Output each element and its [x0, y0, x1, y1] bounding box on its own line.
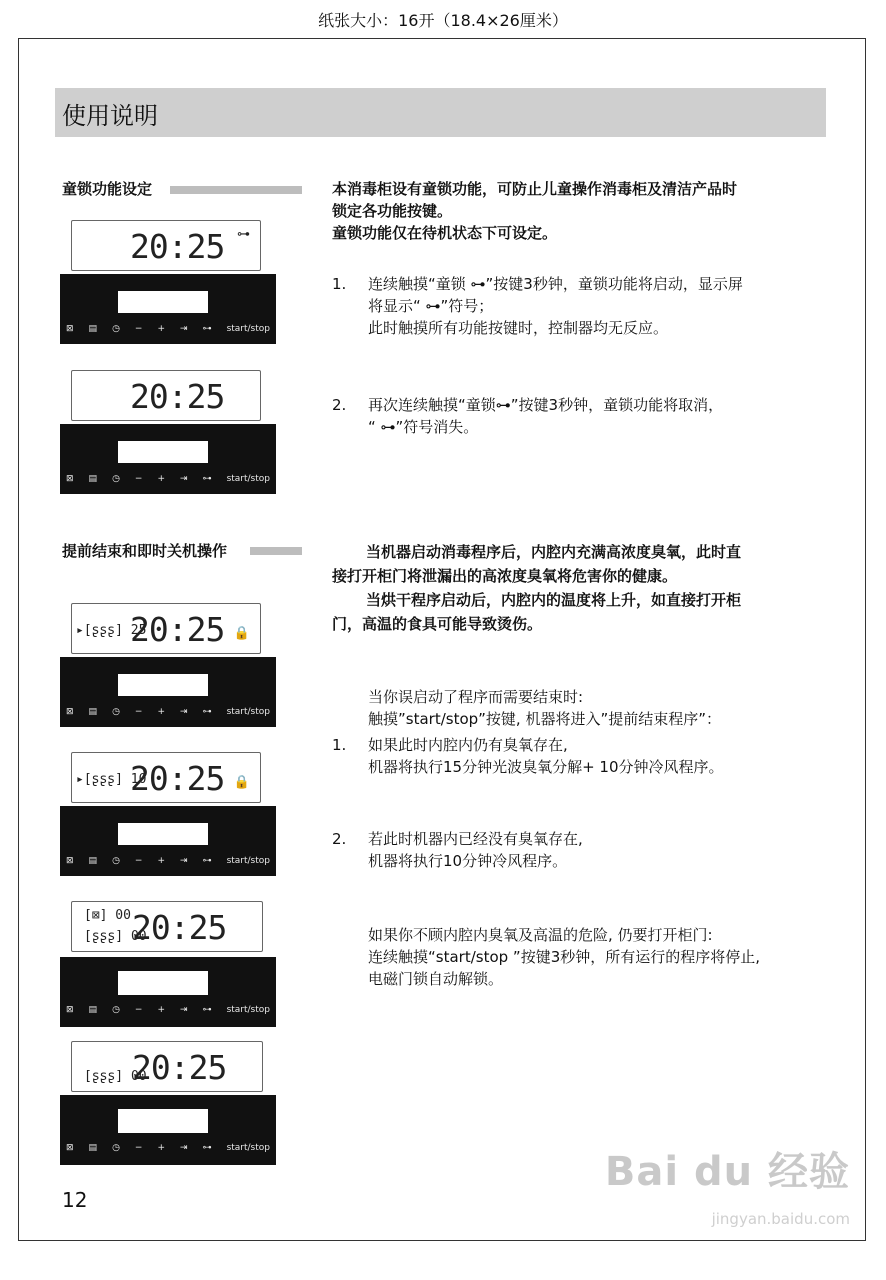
clock-icon[interactable]: ◷: [112, 1143, 120, 1153]
section-label-early-stop: 提前结束和即时关机操作: [62, 542, 228, 560]
step-line: “ ⊶”符号消失。: [368, 418, 479, 436]
intro-line: 门，高温的食具可能导致烫伤。: [332, 615, 543, 633]
control-panel: [60, 806, 276, 876]
start-stop-button[interactable]: start/stop: [226, 324, 270, 334]
intro-line: 当烘干程序启动后，内腔内的温度将上升，如直接打开柜: [366, 591, 742, 609]
tail-line: 如果你不顾内腔内臭氧及高温的危险, 仍要打开柜门:: [368, 926, 713, 944]
program-icon[interactable]: ⊠: [66, 1143, 74, 1153]
lock-key-icon: ⊶: [237, 227, 250, 242]
disinfect-timer: [⊠] 00: [84, 908, 131, 923]
clock-icon[interactable]: ◷: [112, 324, 120, 334]
minus-button[interactable]: −: [134, 707, 143, 717]
control-panel: [60, 957, 276, 1027]
lcd-display: [71, 370, 261, 421]
plus-button[interactable]: +: [157, 1005, 166, 1015]
minus-button[interactable]: −: [134, 1143, 143, 1153]
section-rule: [250, 547, 302, 555]
step-line: 再次连续触摸“童锁⊶”按键3秒钟，童锁功能将取消，: [368, 396, 724, 414]
next-icon[interactable]: ⇥: [180, 707, 188, 717]
start-stop-button[interactable]: start/stop: [226, 707, 270, 717]
step-line: 连续触摸“童锁 ⊶”按键3秒钟，童锁功能将启动，显示屏: [368, 275, 743, 293]
lock-icon: 🔒: [233, 626, 250, 641]
program-icon[interactable]: ⊠: [66, 1005, 74, 1015]
step-line: 如果此时内腔内仍有臭氧存在,: [368, 736, 568, 754]
control-keys: [66, 1143, 270, 1153]
plus-button[interactable]: +: [157, 474, 166, 484]
page-number: 12: [62, 1188, 88, 1212]
plus-button[interactable]: +: [157, 1143, 166, 1153]
dry-icon[interactable]: ▤: [88, 1143, 98, 1153]
control-panel-window: [118, 971, 208, 995]
clock-icon[interactable]: ◷: [112, 707, 120, 717]
control-keys: [66, 474, 270, 484]
intro-line: 当机器启动消毒程序后，内腔内充满高浓度臭氧，此时直: [366, 543, 742, 561]
intro-line: 锁定各功能按键。: [332, 202, 453, 220]
program-icon[interactable]: ⊠: [66, 324, 74, 334]
lead-line: 触摸”start/stop”按键, 机器将进入”提前结束程序”：: [368, 710, 722, 728]
section-rule: [170, 186, 302, 194]
plus-button[interactable]: +: [157, 324, 166, 334]
start-stop-button[interactable]: start/stop: [226, 474, 270, 484]
control-keys: [66, 1005, 270, 1015]
section-label-child-lock: 童锁功能设定: [62, 180, 153, 198]
lcd-time: 20:25: [130, 610, 225, 649]
next-icon[interactable]: ⇥: [180, 1143, 188, 1153]
control-keys: [66, 707, 270, 717]
minus-button[interactable]: −: [134, 1005, 143, 1015]
dry-timer: [ʂʂʂ] 00: [84, 929, 147, 944]
step-number: 1.: [332, 275, 347, 293]
control-panel-window: [118, 291, 208, 313]
lcd-display: [71, 603, 261, 654]
step-number: 2.: [332, 830, 347, 848]
step-line: 将显示“ ⊶”符号；: [368, 297, 494, 315]
early-stop-step-1: [332, 734, 833, 778]
clock-icon[interactable]: ◷: [112, 856, 120, 866]
lcd-time: 20:25: [130, 227, 225, 266]
plus-button[interactable]: +: [157, 707, 166, 717]
dry-icon[interactable]: ▤: [88, 474, 98, 484]
program-icon[interactable]: ⊠: [66, 707, 74, 717]
start-stop-button[interactable]: start/stop: [226, 1005, 270, 1015]
child-lock-button[interactable]: ⊶: [202, 707, 212, 717]
dry-icon[interactable]: ▤: [88, 1005, 98, 1015]
lead-line: 当你误启动了程序而需要结束时:: [368, 688, 584, 706]
next-icon[interactable]: ⇥: [180, 856, 188, 866]
child-lock-button[interactable]: ⊶: [202, 324, 212, 334]
lcd-display: [71, 220, 261, 271]
step-line: 机器将执行10分钟冷风程序。: [368, 852, 568, 870]
intro-line: 本消毒柜设有童锁功能，可防止儿童操作消毒柜及清洁产品时: [332, 180, 738, 198]
minus-button[interactable]: −: [134, 474, 143, 484]
step-line: 此时触摸所有功能按键时，控制器均无反应。: [368, 319, 669, 337]
lcd-time: 20:25: [132, 1048, 227, 1087]
program-icon[interactable]: ⊠: [66, 474, 74, 484]
control-panel-window: [118, 823, 208, 845]
section-title-bar: [55, 88, 826, 137]
lcd-time: 20:25: [130, 377, 225, 416]
child-lock-button[interactable]: ⊶: [202, 1143, 212, 1153]
paper-size-caption: 纸张大小：16开（18.4×26厘米）: [318, 11, 568, 30]
lcd-time: 20:25: [130, 759, 225, 798]
clock-icon[interactable]: ◷: [112, 1005, 120, 1015]
next-icon[interactable]: ⇥: [180, 474, 188, 484]
child-lock-step-1: [332, 273, 833, 339]
dry-icon[interactable]: ▤: [88, 324, 98, 334]
tail-line: 连续触摸“start/stop ”按键3秒钟，所有运行的程序将停止,: [368, 948, 761, 966]
start-stop-button[interactable]: start/stop: [226, 1143, 270, 1153]
next-icon[interactable]: ⇥: [180, 1005, 188, 1015]
intro-line: 接打开柜门将泄漏出的高浓度臭氧将危害你的健康。: [332, 567, 678, 585]
control-panel: [60, 424, 276, 494]
next-icon[interactable]: ⇥: [180, 324, 188, 334]
lcd-display: [71, 1041, 263, 1092]
early-stop-tail: [368, 924, 833, 990]
minus-button[interactable]: −: [134, 324, 143, 334]
dry-timer: [ʂʂʂ] 00: [84, 1069, 147, 1084]
tail-line: 电磁门锁自动解锁。: [368, 970, 504, 988]
child-lock-button[interactable]: ⊶: [202, 1005, 212, 1015]
lcd-display: [71, 752, 261, 803]
baidu-watermark-url: jingyan.baidu.com: [711, 1210, 850, 1228]
baidu-watermark: Bai du 经验: [604, 1149, 850, 1195]
control-keys: [66, 856, 270, 866]
plus-button[interactable]: +: [157, 856, 166, 866]
control-panel: [60, 657, 276, 727]
section-title: 使用说明: [62, 102, 158, 130]
lcd-display: [71, 901, 263, 952]
dry-icon[interactable]: ▤: [88, 856, 98, 866]
minus-button[interactable]: −: [134, 856, 143, 866]
start-stop-button[interactable]: start/stop: [226, 856, 270, 866]
lcd-time: 20:25: [132, 908, 227, 947]
child-lock-intro: [332, 178, 832, 244]
intro-line: 童锁功能仅在待机状态下可设定。: [332, 224, 558, 242]
step-number: 1.: [332, 736, 347, 754]
early-stop-lead: [368, 686, 833, 730]
dry-program-indicator: ▸[ʂʂʂ] 10: [76, 772, 147, 787]
lock-icon: 🔒: [233, 775, 250, 790]
dry-icon[interactable]: ▤: [88, 707, 98, 717]
control-panel: [60, 274, 276, 344]
control-panel-window: [118, 1109, 208, 1133]
child-lock-button[interactable]: ⊶: [202, 474, 212, 484]
control-panel: [60, 1095, 276, 1165]
early-stop-intro: [332, 540, 832, 636]
control-keys: [66, 324, 270, 334]
dry-program-indicator: ▸[ʂʂʂ] 25: [76, 623, 147, 638]
control-panel-window: [118, 674, 208, 696]
clock-icon[interactable]: ◷: [112, 474, 120, 484]
control-panel-window: [118, 441, 208, 463]
step-number: 2.: [332, 396, 347, 414]
child-lock-button[interactable]: ⊶: [202, 856, 212, 866]
child-lock-step-2: [332, 394, 833, 438]
early-stop-step-2: [332, 828, 833, 872]
step-line: 机器将执行15分钟光波臭氧分解+ 10分钟冷风程序。: [368, 758, 724, 776]
step-line: 若此时机器内已经没有臭氧存在,: [368, 830, 583, 848]
program-icon[interactable]: ⊠: [66, 856, 74, 866]
